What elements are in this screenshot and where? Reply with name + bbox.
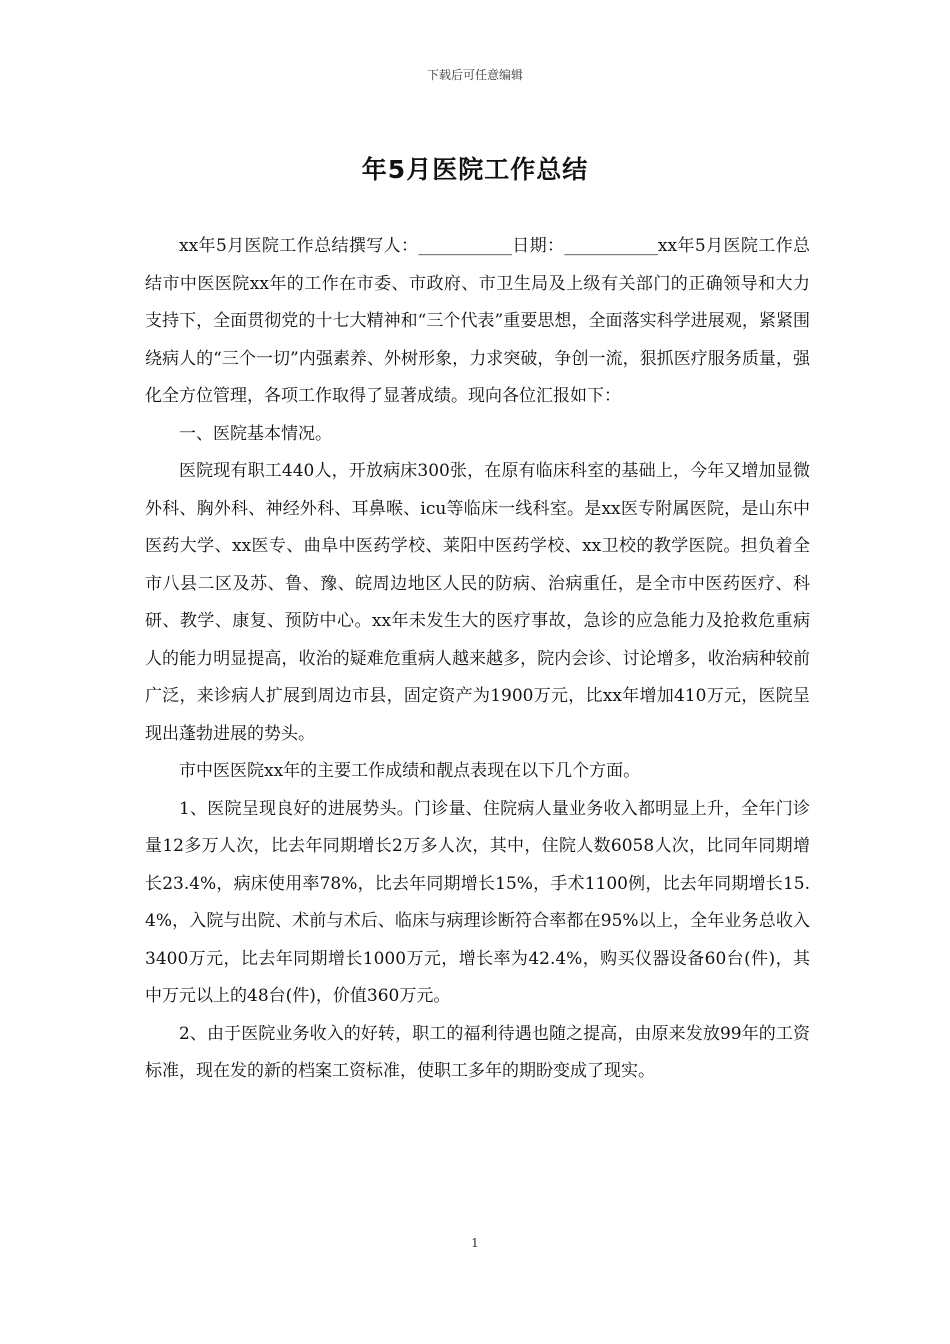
- page-number: 1: [471, 1236, 479, 1250]
- document-title: 年5月医院工作总结: [361, 155, 589, 184]
- paragraph-item-1: 1、医院呈现良好的进展势头。门诊量、住院病人量业务收入都明显上升，全年门诊量12多万人次，比去年同期增长2万多人次，其中，住院人数6058人次，比同年同期增长23.4%，病床使用率78%，比去年同期增长15%，手术1100例，比去年同期增长15.4%，入院与出院、术前与术后、临床与病理诊断符合率都在95%以上，全年业务总收入3400万元，比去年同期增长1000万元，增长率为42.4%，购买仪器设备60台(件)，其中万元以上的48台(件)，价值360万元。: [145, 798, 810, 1006]
- paragraph-achievements-intro: 市中医医院xx年的主要工作成绩和靓点表现在以下几个方面。: [179, 761, 641, 781]
- paragraph-basic-info: 医院现有职工440人，开放病床300张，在原有临床科室的基础上，今年又增加显微外科、胸外科、神经外科、耳鼻喉、icu等临床一线科室。是xx医专附属医院，是山东中医药大学、xx医专、曲阜中医药学校、莱阳中医药学校、xx卫校的教学医院。担负着全市八县二区及苏、鲁、豫、皖周边地区人民的防病、治病重任，是全市中医药医疗、科研、教学、康复、预防中心。xx年未发生大的医疗事故，急诊的应急能力及抢救危重病人的能力明显提高，收治的疑难危重病人越来越多，院内会诊、讨论增多，收治病种较前广泛，来诊病人扩展到周边市县，固定资产为1900万元，比xx年增加410万元，医院呈现出蓬勃进展的势头。: [145, 461, 810, 744]
- header-note: 下载后可任意编辑: [426, 68, 523, 82]
- paragraph-item-2: 2、由于医院业务收入的好转，职工的福利待遇也随之提高，由原来发放99年的工资标准，现在发的新的档案工资标准，使职工多年的期盼变成了现实。: [145, 1023, 810, 1081]
- document-body: [145, 228, 810, 1091]
- paragraph-intro: xx年5月医院工作总结撰写人：___________日期：___________xx年5月医院工作总结市中医医院xx年的工作在市委、市政府、市卫生局及上级有关部门的正确领导和大力支持下，全面贯彻党的十七大精神和“三个代表”重要思想，全面落实科学进展观，紧紧围绕病人的“三个一切”内强素养、外树形象，力求突破，争创一流，狠抓医疗服务质量，强化全方位管理，各项工作取得了显著成绩。现向各位汇报如下：: [145, 236, 810, 406]
- paragraph-section-heading: 一、医院基本情况。: [179, 423, 332, 444]
